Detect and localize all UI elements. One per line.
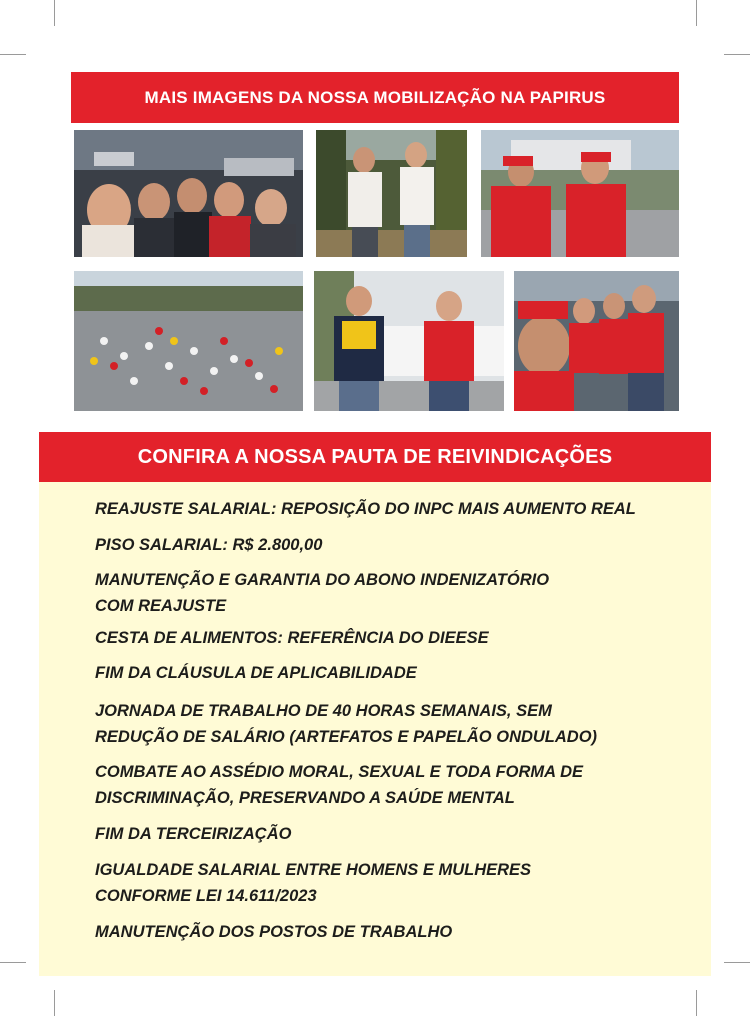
photo-group-selfie-night — [74, 130, 303, 257]
photo-two-men-outdoors — [316, 130, 467, 257]
crop-mark — [724, 962, 750, 963]
pauta-item: IGUALDADE SALARIAL ENTRE HOMENS E MULHERES CONFORME LEI 14.611/2023 — [95, 861, 532, 905]
crop-mark — [696, 0, 697, 26]
photo-aerial-crowd — [74, 271, 303, 411]
pauta-item: FIM DA TERCEIRIZAÇÃO — [95, 825, 292, 843]
pauta-item: MANUTENÇÃO DOS POSTOS DE TRABALHO — [95, 923, 453, 941]
photo-two-men-red-shirts — [481, 130, 679, 257]
crop-mark — [54, 990, 55, 1016]
pauta-item: MANUTENÇÃO E GARANTIA DO ABONO INDENIZATÓRIO COM REAJUSTE — [95, 571, 550, 615]
pauta-banner-title: CONFIRA A NOSSA PAUTA DE REIVINDICAÇÕES — [39, 432, 711, 482]
pauta-item: FIM DA CLÁUSULA DE APLICABILIDADE — [95, 664, 417, 682]
crop-mark — [0, 962, 26, 963]
photos-banner-title: MAIS IMAGENS DA NOSSA MOBILIZAÇÃO NA PAPIRUS — [71, 72, 679, 123]
crop-mark — [696, 990, 697, 1016]
pauta-item: COMBATE AO ASSÉDIO MORAL, SEXUAL E TODA FORMA DE DISCRIMINAÇÃO, PRESERVANDO A SAÚDE MENTAL — [95, 763, 583, 807]
pauta-item: PISO SALARIAL: R$ 2.800,00 — [95, 536, 323, 554]
crop-mark — [724, 54, 750, 55]
photo-selfie-red-shirts — [514, 271, 679, 411]
crop-mark — [54, 0, 55, 26]
pauta-item: JORNADA DE TRABALHO DE 40 HORAS SEMANAIS, SEM REDUÇÃO DE SALÁRIO (ARTEFATOS E PAPELÃO ONDULADO) — [95, 702, 598, 746]
pauta-item: CESTA DE ALIMENTOS: REFERÊNCIA DO DIEESE — [95, 629, 489, 647]
photo-two-men-arms-crossed — [314, 271, 504, 411]
crop-mark — [0, 54, 26, 55]
pauta-item: REAJUSTE SALARIAL: REPOSIÇÃO DO INPC MAIS AUMENTO REAL — [95, 500, 636, 518]
